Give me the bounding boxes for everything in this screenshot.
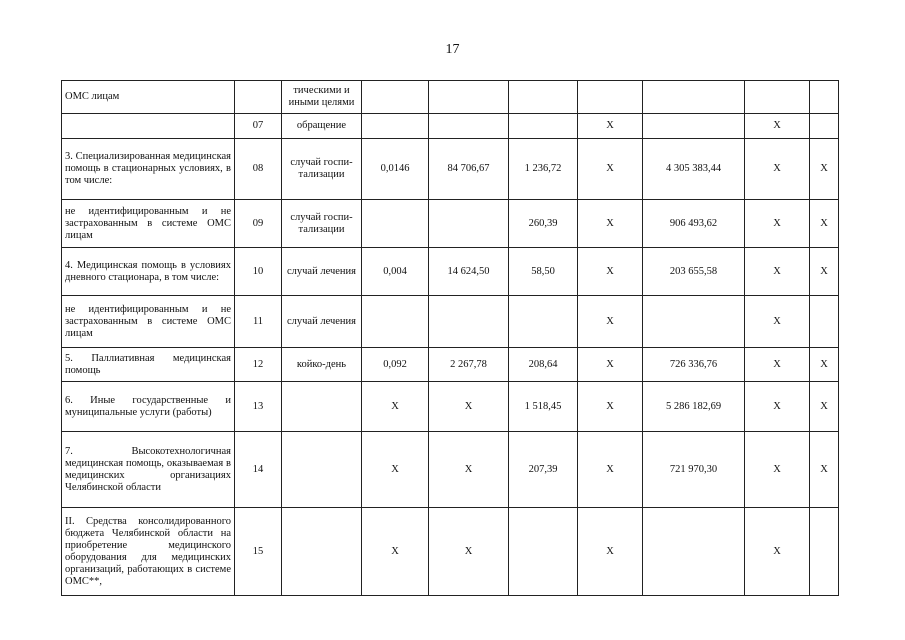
table-row: [62, 508, 839, 596]
row-unit: обращение: [282, 114, 362, 139]
row-per-capita: 260,39: [509, 200, 578, 248]
row-norm: [362, 81, 429, 114]
row-col8: X: [745, 382, 810, 432]
row-total: 906 493,62: [643, 200, 745, 248]
row-col9: X: [810, 200, 839, 248]
row-norm: [362, 114, 429, 139]
row-total: 4 305 383,44: [643, 139, 745, 200]
row-unit: [282, 382, 362, 432]
row-code: 09: [235, 200, 282, 248]
row-cost: [429, 200, 509, 248]
row-cost: [429, 114, 509, 139]
row-col8: X: [745, 248, 810, 296]
row-total: [643, 81, 745, 114]
budget-table: [61, 80, 839, 596]
row-norm: 0,092: [362, 348, 429, 382]
row-col6: X: [578, 200, 643, 248]
row-col8: X: [745, 348, 810, 382]
table-row: [62, 382, 839, 432]
table-row: [62, 432, 839, 508]
row-code: 12: [235, 348, 282, 382]
row-cost: 2 267,78: [429, 348, 509, 382]
row-total: 726 336,76: [643, 348, 745, 382]
row-code: 14: [235, 432, 282, 508]
row-col8: X: [745, 200, 810, 248]
row-unit: случай лечения: [282, 296, 362, 348]
row-name: II. Средства консолидированного бюджета Челябинской области на приобретение медицинского оборудования для медицинских организаций, работающих в системе ОМС**,: [62, 508, 235, 596]
table-row: [62, 139, 839, 200]
row-per-capita: [509, 296, 578, 348]
row-code: 07: [235, 114, 282, 139]
row-per-capita: 207,39: [509, 432, 578, 508]
table-row: [62, 200, 839, 248]
row-col9: [810, 296, 839, 348]
row-name: ОМС лицам: [62, 81, 235, 114]
row-col9: X: [810, 139, 839, 200]
row-col6: X: [578, 348, 643, 382]
table-row: [62, 348, 839, 382]
row-col9: [810, 508, 839, 596]
row-cost: 84 706,67: [429, 139, 509, 200]
row-unit: [282, 508, 362, 596]
row-cost: [429, 81, 509, 114]
row-per-capita: 1 518,45: [509, 382, 578, 432]
row-norm: [362, 296, 429, 348]
row-per-capita: 1 236,72: [509, 139, 578, 200]
row-unit: [282, 432, 362, 508]
row-name: не идентифицированным и не застрахованным в системе ОМС лицам: [62, 200, 235, 248]
row-norm: 0,004: [362, 248, 429, 296]
row-cost: X: [429, 382, 509, 432]
row-total: [643, 508, 745, 596]
row-cost: 14 624,50: [429, 248, 509, 296]
row-cost: X: [429, 508, 509, 596]
row-code: [235, 81, 282, 114]
row-norm: X: [362, 382, 429, 432]
row-norm: [362, 200, 429, 248]
row-norm: X: [362, 432, 429, 508]
row-total: 203 655,58: [643, 248, 745, 296]
row-col6: [578, 81, 643, 114]
row-col6: X: [578, 508, 643, 596]
row-col6: X: [578, 248, 643, 296]
row-col8: X: [745, 114, 810, 139]
row-name: 7. Высокотехнологичная медицинская помощь, оказываемая в медицинских организациях Челябинской области: [62, 432, 235, 508]
row-per-capita: 208,64: [509, 348, 578, 382]
row-col9: [810, 114, 839, 139]
row-col6: X: [578, 139, 643, 200]
row-norm: 0,0146: [362, 139, 429, 200]
row-col9: X: [810, 382, 839, 432]
row-unit: тическими и иными целями: [282, 81, 362, 114]
row-total: [643, 296, 745, 348]
row-unit: случай госпи-тализации: [282, 200, 362, 248]
row-norm: X: [362, 508, 429, 596]
row-col8: X: [745, 296, 810, 348]
row-col9: X: [810, 248, 839, 296]
row-per-capita: [509, 114, 578, 139]
row-per-capita: 58,50: [509, 248, 578, 296]
page-number: 17: [445, 42, 460, 57]
row-col9: X: [810, 432, 839, 508]
row-col8: X: [745, 508, 810, 596]
table-row: [62, 248, 839, 296]
row-name: 4. Медицинская помощь в условиях дневного стационара, в том числе:: [62, 248, 235, 296]
row-code: 15: [235, 508, 282, 596]
row-code: 11: [235, 296, 282, 348]
row-cost: X: [429, 432, 509, 508]
row-unit: случай лечения: [282, 248, 362, 296]
row-col8: X: [745, 432, 810, 508]
row-col9: X: [810, 348, 839, 382]
table-row: [62, 81, 839, 114]
row-name: не идентифицированным и не застрахованным в системе ОМС лицам: [62, 296, 235, 348]
row-per-capita: [509, 81, 578, 114]
row-col6: X: [578, 114, 643, 139]
table-row: [62, 114, 839, 139]
row-unit: койко-день: [282, 348, 362, 382]
row-per-capita: [509, 508, 578, 596]
row-col6: X: [578, 382, 643, 432]
row-name: 6. Иные государственные и муниципальные услуги (работы): [62, 382, 235, 432]
table-row: [62, 296, 839, 348]
row-col8: [745, 81, 810, 114]
row-name: [62, 114, 235, 139]
row-col6: X: [578, 432, 643, 508]
row-col9: [810, 81, 839, 114]
row-col6: X: [578, 296, 643, 348]
row-total: 721 970,30: [643, 432, 745, 508]
row-cost: [429, 296, 509, 348]
row-code: 13: [235, 382, 282, 432]
row-code: 10: [235, 248, 282, 296]
row-code: 08: [235, 139, 282, 200]
row-total: 5 286 182,69: [643, 382, 745, 432]
row-col8: X: [745, 139, 810, 200]
row-name: 5. Паллиативная медицинская помощь: [62, 348, 235, 382]
row-total: [643, 114, 745, 139]
row-name: 3. Специализированная медицинская помощь в стационарных условиях, в том числе:: [62, 139, 235, 200]
row-unit: случай госпи-тализации: [282, 139, 362, 200]
